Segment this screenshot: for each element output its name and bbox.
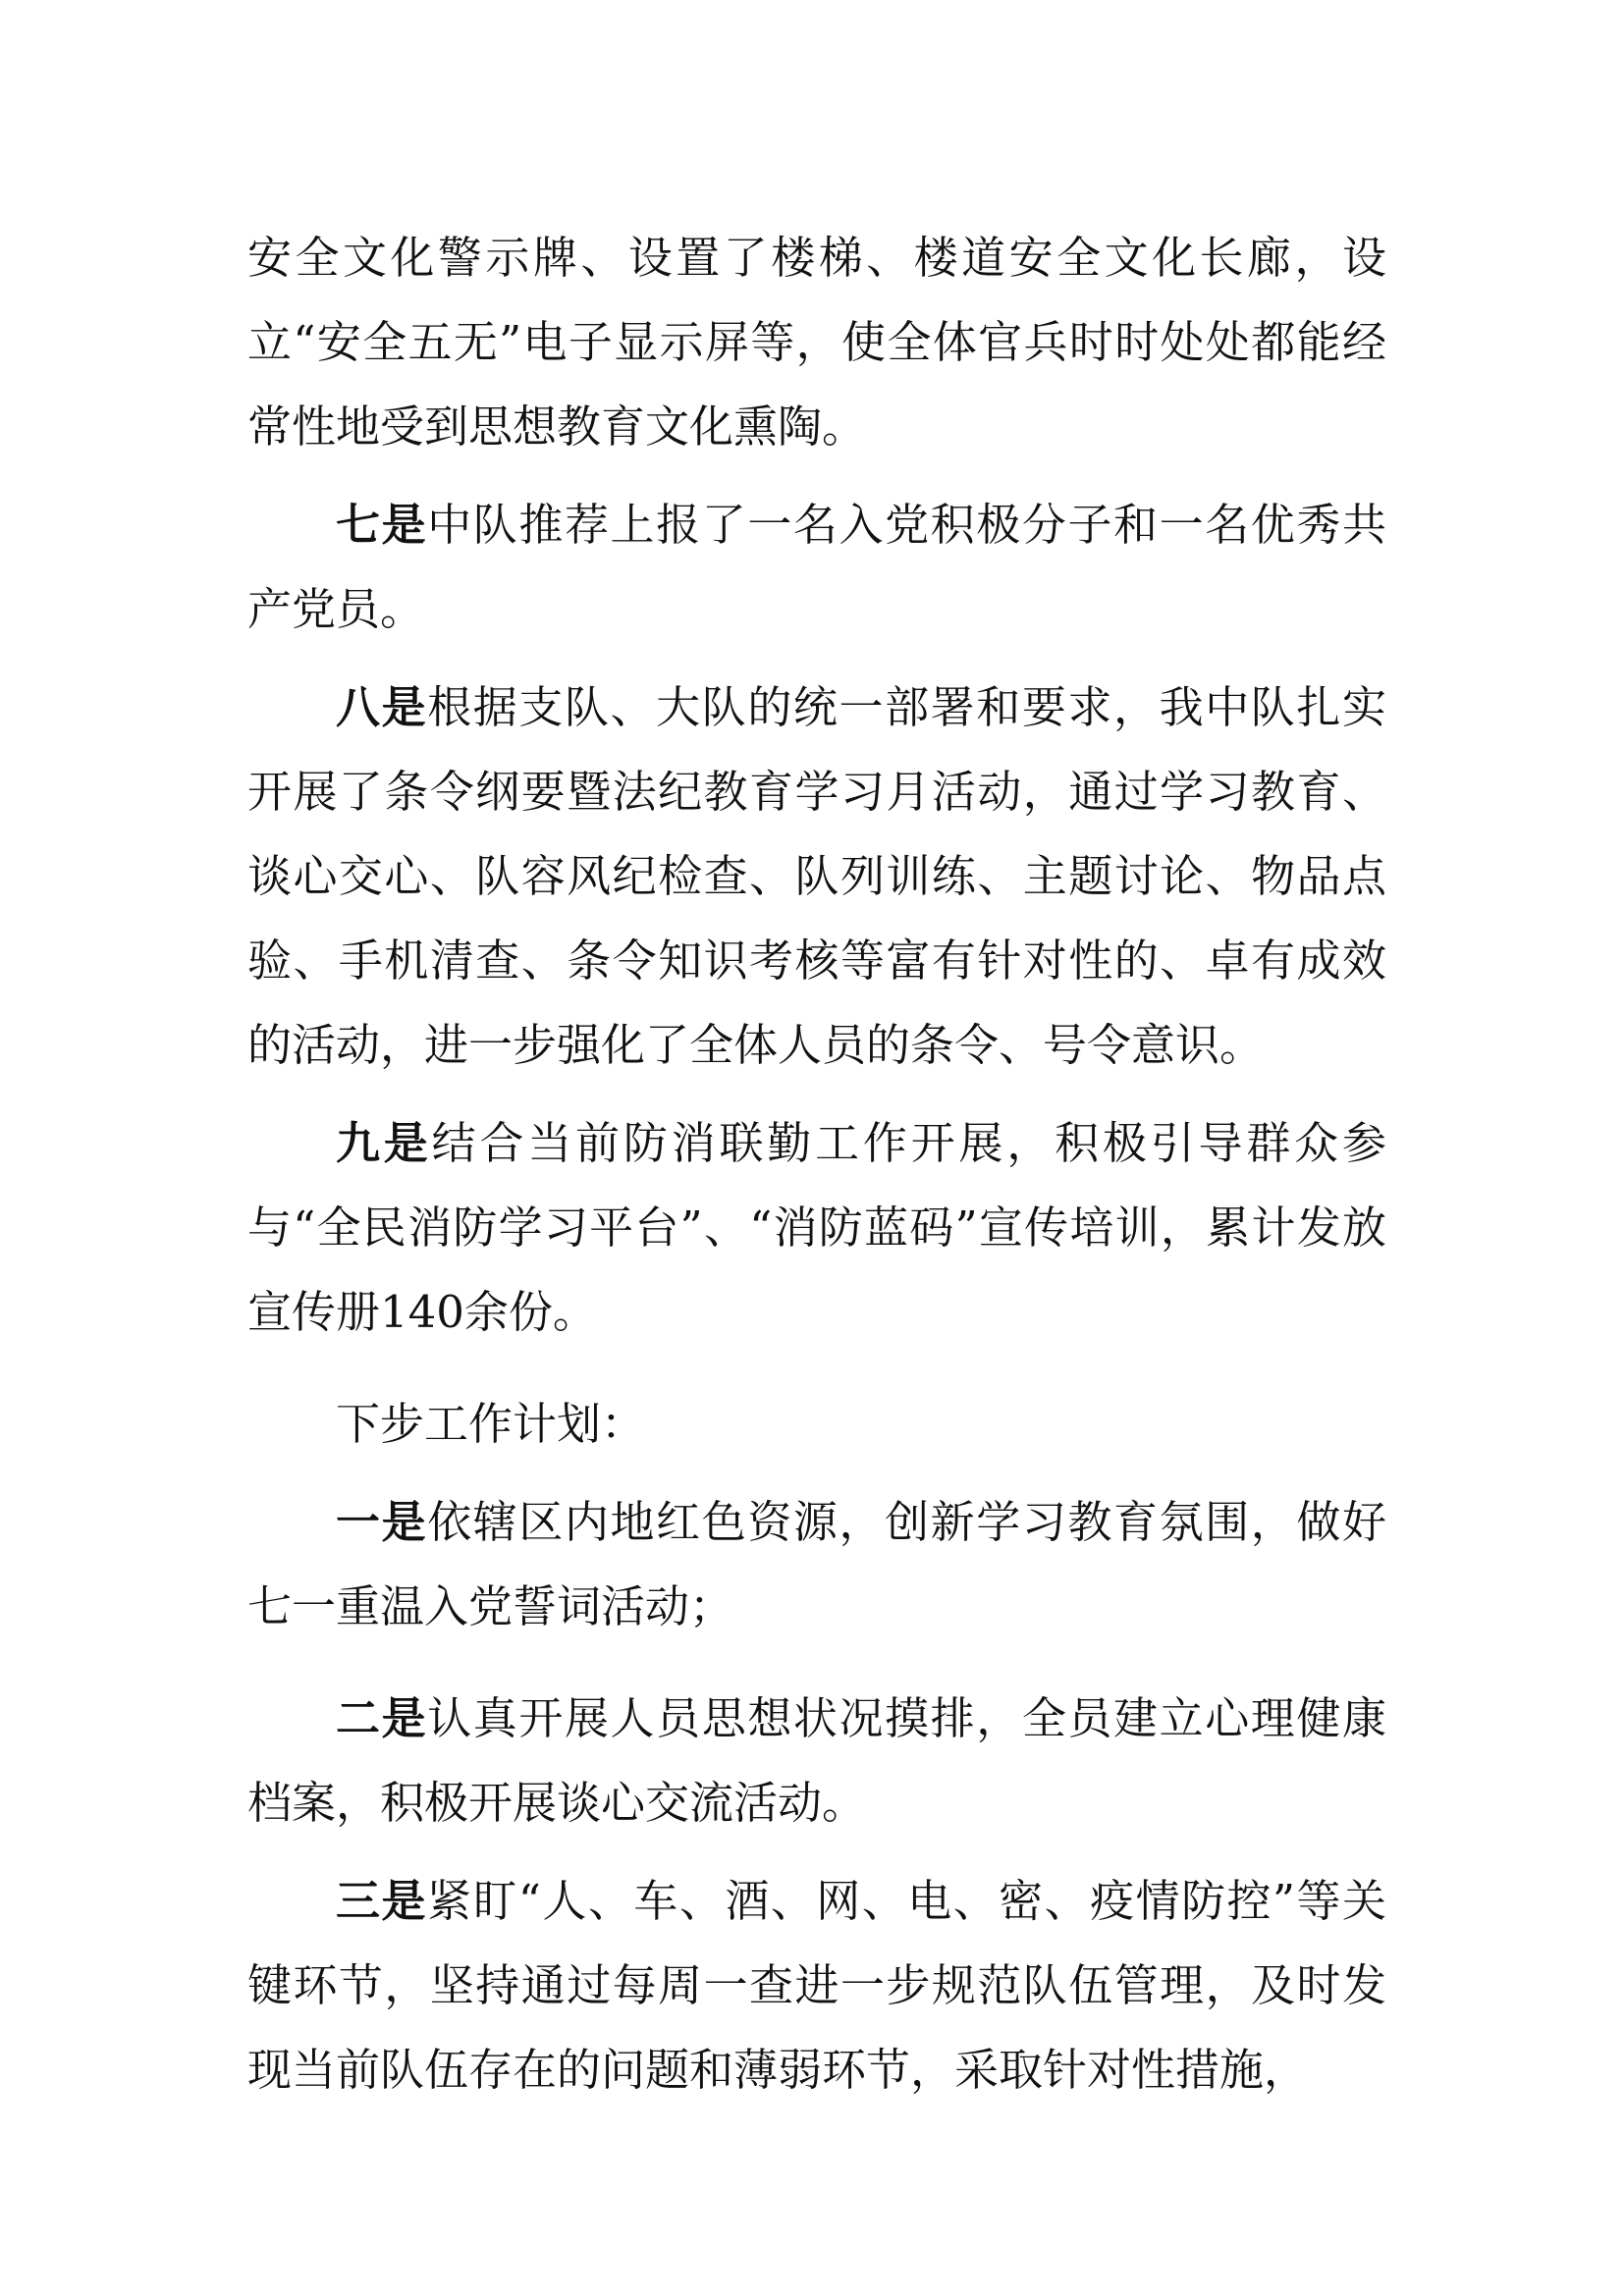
paragraph-lead: 九是 — [336, 1117, 432, 1169]
plan-heading: 下步工作计划： — [336, 1398, 646, 1450]
plan-item-2 — [247, 1677, 1386, 1845]
paragraph-item-7 — [247, 483, 1386, 652]
document-page — [247, 216, 1386, 2112]
paragraph-text: 中队推荐上报了一名入党积极分子和一名优秀共产党员。 — [247, 499, 1386, 635]
paragraph-lead: 八是 — [336, 681, 428, 733]
plan-text: 认真开展人员思想状况摸排，全员建立心理健康档案，积极开展谈心交流活动。 — [247, 1692, 1386, 1829]
paragraph-lead: 七是 — [336, 499, 428, 551]
plan-text: 依辖区内地红色资源，创新学习教育氛围，做好七一重温入党誓词活动； — [247, 1496, 1386, 1632]
plan-lead: 三是 — [336, 1875, 427, 1927]
paragraph-text: 结合当前防消联勤工作开展，积极引导群众参与“全民消防学习平台”、“消防蓝码”宣传培训，累计发放宣传册140余份。 — [247, 1117, 1386, 1338]
paragraph-item-9 — [247, 1101, 1386, 1355]
plan-lead: 二是 — [336, 1692, 428, 1744]
paragraph-text: 根据支队、大队的统一部署和要求，我中队扎实开展了条令纲要暨法纪教育学习月活动，通过学习教育、谈心交心、队容风纪检查、队列训练、主题讨论、物品点验、手机清查、条令知识考核等富有针对性的、卓有成效的活动，进一步强化了全体人员的条令、号令意识。 — [247, 681, 1386, 1071]
paragraph-text: 安全文化警示牌、设置了楼梯、楼道安全文化长廊，设立“安全五无”电子显示屏等，使全体官兵时时处处都能经常性地受到思想教育文化熏陶。 — [247, 232, 1386, 453]
plan-item-3 — [247, 1859, 1386, 2112]
paragraph-item-8 — [247, 666, 1386, 1088]
plan-lead: 一是 — [336, 1496, 428, 1548]
plan-text: 紧盯“人、车、酒、网、电、密、疫情防控”等关键环节，坚持通过每周一查进一步规范队伍管理，及时发现当前队伍存在的问题和薄弱环节，采取针对性措施， — [247, 1875, 1386, 2096]
plan-item-1 — [247, 1480, 1386, 1649]
paragraph-continuation — [247, 216, 1386, 469]
